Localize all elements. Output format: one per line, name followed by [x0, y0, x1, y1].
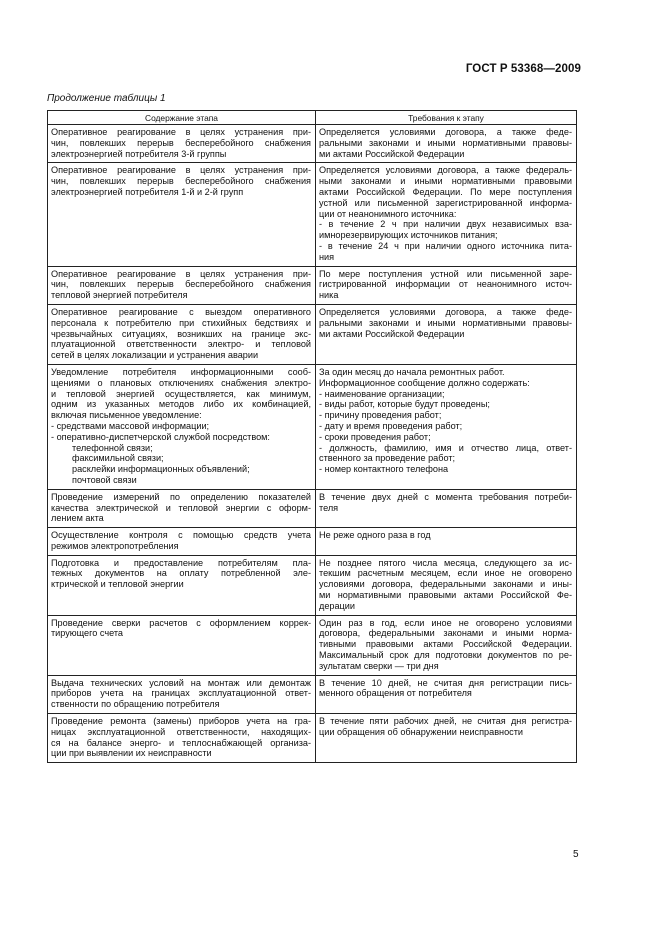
- table-row: [48, 675, 577, 713]
- cell-text-line: ции при выявлении их неисправности: [51, 748, 212, 759]
- requirement-cell: [316, 266, 577, 304]
- cell-text-line: Проведение сверки расчетов с оформлением коррек-: [51, 617, 311, 628]
- table-row: [48, 555, 577, 615]
- header-stage-requirements: Требования к этапу: [316, 111, 577, 125]
- cell-text-line: ния: [319, 251, 335, 262]
- stage-cell: [48, 675, 316, 713]
- cell-text-line: - средствами массовой информации;: [51, 420, 210, 431]
- cell-text-line: Проведение измерений по определению показателей: [51, 491, 311, 502]
- cell-text-line: условиями договора, федеральными законами и ины-: [319, 579, 572, 590]
- cell-text-line: менного обращения от потребителя: [319, 688, 472, 699]
- cell-text-line: Оперативное реагирование в целях устранения при-: [51, 268, 311, 279]
- stage-cell: [48, 163, 316, 266]
- cell-text-line: чин, повлекших перерыв бесперебойного снабжения: [51, 279, 311, 290]
- cell-text-line: тепловой энергией потребителя: [51, 290, 188, 301]
- table-continuation-caption: Продолжение таблицы 1: [47, 93, 166, 104]
- stage-cell: [48, 489, 316, 527]
- stages-table: [47, 110, 577, 763]
- cell-text-line: актами Российской Федерации. По мере поступления: [319, 186, 572, 197]
- cell-text-line: ктрической и тепловой энергии: [51, 579, 184, 590]
- document-standard-number: ГОСТ Р 53368—2009: [465, 63, 581, 75]
- cell-text-line: теля: [319, 502, 339, 513]
- cell-text-line: персонала к потребителю при стихийных бедствиях и: [51, 317, 311, 328]
- requirement-cell: [316, 555, 577, 615]
- stage-cell: [48, 555, 316, 615]
- cell-text-line: электроэнергией потребителя 1-й и 2-й групп: [51, 186, 244, 197]
- requirement-cell: [316, 364, 577, 489]
- cell-text-line: качества электрической и тепловой энергии с оформ-: [51, 502, 311, 513]
- cell-text-line: ральными законами и иными нормативными правовы-: [319, 317, 572, 328]
- table-row: [48, 489, 577, 527]
- table-header-row: [48, 111, 577, 125]
- cell-text-line: договора, федеральными законами и иными норма-: [319, 628, 572, 639]
- cell-text-line: - номер контактного телефона: [319, 464, 449, 475]
- cell-text-line: Не позднее пятого числа месяца, следующего за ис-: [319, 557, 572, 568]
- cell-text-line: Информационное сообщение должно содержать:: [319, 377, 530, 388]
- cell-text-line: ными законами и иными нормативными правовыми: [319, 176, 572, 187]
- cell-text-line: ника: [319, 290, 339, 301]
- requirement-cell: [316, 163, 577, 266]
- cell-text-line: текшим расчетным месяцем, если иное не оговорено: [319, 568, 572, 579]
- cell-text-line: Осуществление контроля с помощью средств учета: [51, 530, 311, 541]
- cell-text-line: Максимальный срок для подготовки документов по ре-: [319, 650, 572, 661]
- cell-text-line: режимов электропотребления: [51, 540, 179, 551]
- cell-text-line: ции обращения об обнаружении неисправности: [319, 726, 524, 737]
- cell-text-line: - причину проведения работ;: [319, 410, 442, 421]
- cell-text-line: ственного за проведение работ;: [319, 453, 456, 464]
- cell-text-line: В течение пяти рабочих дней, не считая дня регистра-: [319, 716, 572, 727]
- table-row: [48, 304, 577, 364]
- cell-text-line: В течение 10 дней, не считая дня регистрации пись-: [319, 677, 572, 688]
- table-row: [48, 266, 577, 304]
- cell-text-line: Проведение ремонта (замены) приборов учета на гра-: [51, 716, 311, 727]
- stage-cell: [48, 714, 316, 763]
- cell-text-line: расклейки информационных объявлений;: [72, 464, 250, 475]
- cell-text-line: Определяется условиями договора, а также феде-: [319, 127, 572, 137]
- cell-text-line: Определяется условиями договора, а также феде-: [319, 306, 572, 317]
- cell-text-line: плуатационной ответственности электро- и тепловой: [51, 339, 311, 350]
- cell-text-line: чин, повлекших перерыв бесперебойного снабжения: [51, 176, 311, 187]
- requirement-cell: [316, 489, 577, 527]
- cell-text-line: приборов учета на границах эксплуатационной ответ-: [51, 688, 311, 699]
- table-row: [48, 364, 577, 489]
- table-row: [48, 528, 577, 556]
- stage-cell: [48, 528, 316, 556]
- stage-cell: [48, 364, 316, 489]
- cell-text-line: устной или письменной зарегистрированной информа-: [319, 197, 572, 208]
- table-row: [48, 714, 577, 763]
- cell-text-line: Один раз в год, если иное не оговорено условиями: [319, 617, 572, 628]
- cell-text-line: чин, повлекших перерыв бесперебойного снабжения: [51, 137, 311, 148]
- requirement-cell: [316, 125, 577, 163]
- cell-text-line: включая письменное уведомление:: [51, 410, 202, 421]
- cell-text-line: тирующего счета: [51, 628, 124, 639]
- requirement-cell: [316, 675, 577, 713]
- cell-text-line: дерации: [319, 600, 355, 611]
- cell-text-line: Выдача технических условий на монтаж или демонтаж: [51, 677, 311, 688]
- cell-text-line: Уведомление потребителя информационными сооб-: [51, 366, 311, 377]
- cell-text-line: почтовой связи: [72, 474, 137, 485]
- cell-text-line: лением акта: [51, 513, 104, 524]
- table-row: [48, 125, 577, 163]
- cell-text-line: тивными правовыми актами Российской Федерации.: [319, 639, 572, 650]
- page-number: 5: [573, 849, 579, 860]
- cell-text-line: - наименование организации;: [319, 388, 445, 399]
- cell-text-line: В течение двух дней с момента требования потреби-: [319, 491, 572, 502]
- cell-text-line: - в течение 24 ч при наличии одного источника пита-: [319, 240, 572, 251]
- cell-text-line: зультатам сверки — три дня: [319, 660, 439, 671]
- cell-text-line: сетей в целях локализации и устранения аварии: [51, 350, 259, 361]
- cell-text-line: факсимильной связи;: [72, 453, 164, 464]
- cell-text-line: - в течение 2 ч при наличии двух независимых вза-: [319, 219, 572, 230]
- cell-text-line: Определяется условиями договора, а также федераль-: [319, 165, 572, 176]
- cell-text-line: - оперативно-диспетчерской службой посредством:: [51, 431, 270, 442]
- cell-text-line: ницах эксплуатационной ответственности, находящих-: [51, 726, 311, 737]
- cell-text-line: гистрированной информации от неанонимного источ-: [319, 279, 572, 290]
- cell-text-line: Не реже одного раза в год: [319, 530, 431, 541]
- cell-text-line: и тепловой энергией осуществляется, как минимум,: [51, 388, 311, 399]
- header-stage-content: Содержание этапа: [48, 111, 316, 125]
- cell-text-line: ственности по обращению потребителя: [51, 699, 220, 710]
- cell-text-line: ции от неанонимного источника:: [319, 208, 457, 219]
- cell-text-line: Оперативное реагирование в целях устранения при-: [51, 165, 311, 176]
- table-row: [48, 163, 577, 266]
- cell-text-line: тежных документов на оплату потребленной эле-: [51, 568, 311, 579]
- stage-cell: [48, 266, 316, 304]
- cell-text-line: Оперативное реагирование в целях устранения при-: [51, 127, 311, 137]
- cell-text-line: телефонной связи;: [72, 442, 153, 453]
- cell-text-line: За один месяц до начала ремонтных работ.: [319, 366, 505, 377]
- requirement-cell: [316, 714, 577, 763]
- cell-text-line: ральными законами и иными нормативными правовы-: [319, 137, 572, 148]
- cell-text-line: ми актами Российской Федерации: [319, 148, 465, 159]
- cell-text-line: ми актами Российской Федерации: [319, 328, 465, 339]
- cell-text-line: - виды работ, которые будут проведены;: [319, 399, 490, 410]
- requirement-cell: [316, 528, 577, 556]
- cell-text-line: Оперативное реагирование с выездом оперативного: [51, 306, 311, 317]
- requirement-cell: [316, 304, 577, 364]
- cell-text-line: Подготовка и предоставление потребителям пла-: [51, 557, 311, 568]
- table-row: [48, 615, 577, 675]
- cell-text-line: одним из указанных методов либо их комбинацией,: [51, 399, 311, 410]
- requirement-cell: [316, 615, 577, 675]
- cell-text-line: ся на балансе энерго- и теплоснабжающей организа-: [51, 737, 311, 748]
- cell-text-line: - должность, фамилию, имя и отчество лица, ответ-: [319, 442, 572, 453]
- cell-text-line: - сроки проведения работ;: [319, 431, 431, 442]
- cell-text-line: имнорезервирующих источников питания;: [319, 230, 498, 241]
- stage-cell: [48, 125, 316, 163]
- stage-cell: [48, 304, 316, 364]
- cell-text-line: ми нормативными правовыми актами Российской Фе-: [319, 590, 572, 601]
- cell-text-line: щениями о плановых отключениях снабжения электро-: [51, 377, 311, 388]
- cell-text-line: электроэнергией потребителя 3-й группы: [51, 148, 227, 159]
- cell-text-line: - дату и время проведения работ;: [319, 420, 463, 431]
- cell-text-line: чрезвычайных ситуациях, возникших на границе экс-: [51, 328, 311, 339]
- cell-text-line: По мере поступления устной или письменной заре-: [319, 268, 572, 279]
- stage-cell: [48, 615, 316, 675]
